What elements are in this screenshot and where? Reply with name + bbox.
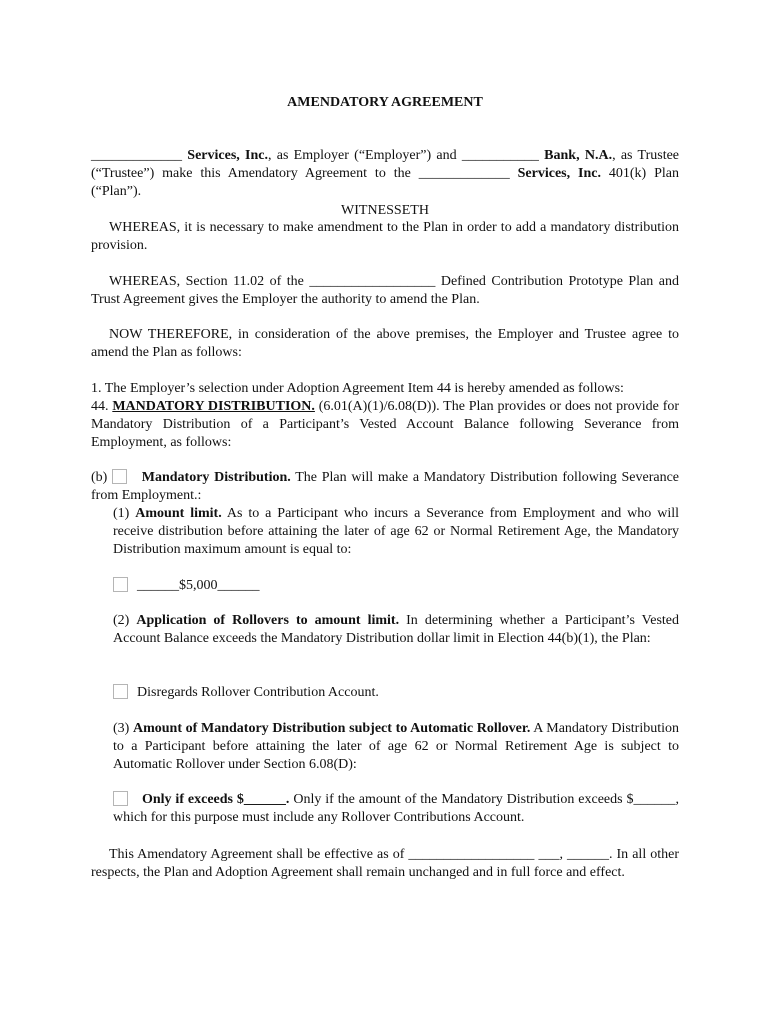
amount-limit-checkbox[interactable] (113, 577, 128, 592)
sub-2-text: In determining whether a Participant’s Vested Account Balance exceeds the Mandatory Distribution dollar limit in Election 44(b)(1), the Plan: (113, 613, 680, 646)
witnesseth-heading: WITNESSETH (341, 203, 429, 218)
employer-name: Services, Inc. (187, 148, 268, 163)
sub-2-heading: Application of Rollovers to amount limit. (136, 613, 400, 628)
option-b-label: (b) (91, 470, 108, 485)
only-if-exceeds-heading: Only if exceeds $______. (141, 792, 290, 807)
amount-limit-value: ______$5,000______ (137, 578, 260, 593)
option-b-checkbox[interactable] (112, 469, 127, 484)
only-if-exceeds-checkbox[interactable] (113, 791, 128, 806)
disregard-rollover-checkbox[interactable] (113, 684, 128, 699)
sub-3-heading: Amount of Mandatory Distribution subject to Automatic Rollover. (133, 721, 531, 736)
item-44-heading: MANDATORY DISTRIBUTION. (112, 399, 315, 414)
sub-3-label: (3) (113, 721, 130, 736)
now-therefore-paragraph: NOW THEREFORE, in consideration of the above premises, the Employer and Trustee agree to amend the Plan as follows: (91, 327, 679, 360)
sub-3-text: A Mandatory Distribution to a Participant before attaining the later of age 62 or Normal Retirement Age is subject to Automatic Rollover under Section 6.08(D): (113, 721, 680, 772)
only-if-exceeds-option (113, 791, 679, 827)
sub-2-label: (2) (113, 613, 130, 628)
bank-blank: ___________ (461, 148, 539, 163)
item-44-text: (6.01(A)(1)/6.08(D)). The Plan provides or does not provide for Mandatory Distribution of a Participant’s Vested Account Balance following Severance from Employment, as follows: (91, 399, 680, 450)
option-b-paragraph (91, 469, 679, 505)
option-b-text: The Plan will make a Mandatory Distribution following Severance from Employment.: (91, 470, 680, 503)
disregard-rollover-label: Disregards Rollover Contribution Account. (137, 685, 379, 700)
sub-1-text: As to a Participant who incurs a Severance from Employment and who will receive distribution before attaining the later of age 62 or Normal Retirement Age, the Mandatory Distribution maximum amount is equal to: (113, 506, 680, 557)
sub-1-paragraph (113, 505, 679, 559)
item-44-paragraph (91, 398, 679, 452)
only-if-exceeds-text: Only if the amount of the Mandatory Distribution exceeds $______, which for this purpose must include any Rollover Contributions Account. (113, 792, 680, 825)
employer-text: , as Employer (“Employer”) and (267, 148, 457, 163)
item-44-number: 44. (91, 399, 109, 414)
sub-3-paragraph (113, 720, 679, 774)
plan-blank: _____________ (418, 166, 510, 181)
intro-paragraph (91, 147, 679, 201)
employer-blank: _____________ (91, 148, 182, 163)
closing-paragraph: This Amendatory Agreement shall be effective as of __________________ ___, ______. In all other respects, the Plan and Adoption Agreement shall remain unchanged and in full force and effect. (91, 847, 679, 880)
plan-name: Services, Inc. (517, 166, 601, 181)
whereas-paragraph-1: WHEREAS, it is necessary to make amendment to the Plan in order to add a mandatory distribution provision. (91, 220, 679, 253)
sub-2-paragraph (113, 612, 679, 648)
trustee-text: , as Trustee (“Trustee”) make this Amendatory Agreement to the (91, 148, 680, 181)
document-title: AMENDATORY AGREEMENT (287, 95, 483, 110)
bank-name: Bank, N.A. (544, 148, 613, 163)
whereas-paragraph-2: WHEREAS, Section 11.02 of the __________________ Defined Contribution Prototype Plan and Trust Agreement gives the Employer the authority to amend the Plan. (91, 274, 679, 307)
amount-limit-option (113, 577, 260, 595)
option-b-heading: Mandatory Distribution. (141, 470, 291, 485)
disregard-rollover-option (113, 684, 379, 702)
sub-1-label: (1) (113, 506, 130, 521)
sub-1-heading: Amount limit. (135, 506, 222, 521)
plan-text: 401(k) Plan (“Plan”). (91, 166, 680, 199)
item-1-paragraph: 1. The Employer’s selection under Adoption Agreement Item 44 is hereby amended as follows: (91, 381, 624, 396)
